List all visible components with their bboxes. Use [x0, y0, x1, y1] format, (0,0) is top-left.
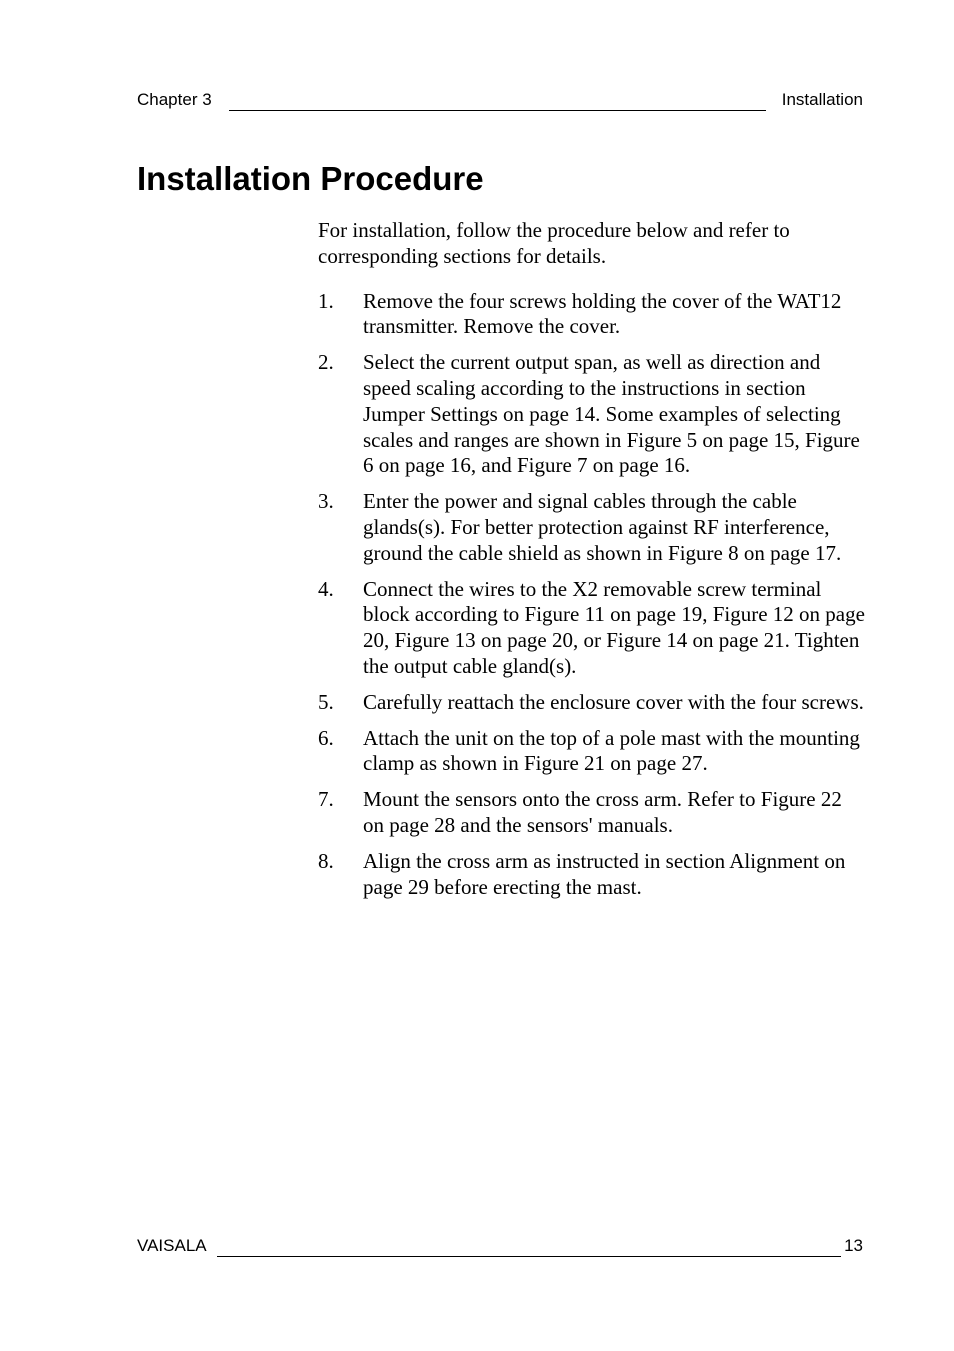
step-number: 7. [318, 787, 334, 812]
step-item [318, 577, 866, 680]
step-item [318, 350, 866, 479]
footer-page-number: 13 [844, 1236, 863, 1255]
step-number: 4. [318, 576, 334, 601]
step-text: Enter the power and signal cables through the cable glands(s). For better protection against RF interference, ground the cable shield as shown in Figure 8 on page 17. [363, 489, 842, 565]
step-item [318, 289, 866, 341]
step-item [318, 849, 866, 901]
step-text: Connect the wires to the X2 removable screw terminal block according to Figure 11 on page 19, Figure 12 on page 20, Figure 13 on page 20, or Figure 14 on page 21. Tighten the output cable gland(s). [363, 576, 865, 678]
step-item [318, 787, 866, 839]
step-text: Select the current output span, as well as direction and speed scaling according to the instructions in section Jumper Settings on page 14. Some examples of selecting scales and ranges are shown in Figure 5 on page 15, Figure 6 on page 16, and Figure 7 on page 16. [363, 350, 860, 478]
step-number: 2. [318, 350, 334, 375]
step-number: 3. [318, 489, 334, 514]
step-text: Remove the four screws holding the cover of the WAT12 transmitter. Remove the cover. [363, 288, 842, 339]
procedure-steps [318, 289, 866, 901]
step-number: 1. [318, 288, 334, 313]
step-number: 5. [318, 689, 334, 714]
intro-paragraph: For installation, follow the procedure below and refer to corresponding sections for details. [318, 218, 790, 268]
step-text: Mount the sensors onto the cross arm. Refer to Figure 22 on page 28 and the sensors' manuals. [363, 787, 842, 837]
header-section: Installation [781, 90, 863, 109]
footer-rule [217, 1256, 841, 1257]
step-number: 8. [318, 848, 334, 873]
header-chapter: Chapter 3 [137, 90, 212, 109]
page-header [137, 90, 863, 114]
step-text: Attach the unit on the top of a pole mast with the mounting clamp as shown in Figure 21 on page 27. [363, 725, 860, 776]
step-text: Align the cross arm as instructed in section Alignment on page 29 before erecting the mast. [363, 848, 846, 899]
main-content [318, 218, 866, 910]
header-rule [229, 110, 766, 111]
page-title: Installation Procedure [137, 160, 484, 197]
step-item [318, 726, 866, 778]
footer-company: VAISALA [137, 1236, 207, 1255]
step-number: 6. [318, 725, 334, 750]
step-item [318, 489, 866, 566]
step-item [318, 690, 866, 716]
page-footer [137, 1236, 863, 1260]
step-text: Carefully reattach the enclosure cover with the four screws. [363, 689, 864, 714]
